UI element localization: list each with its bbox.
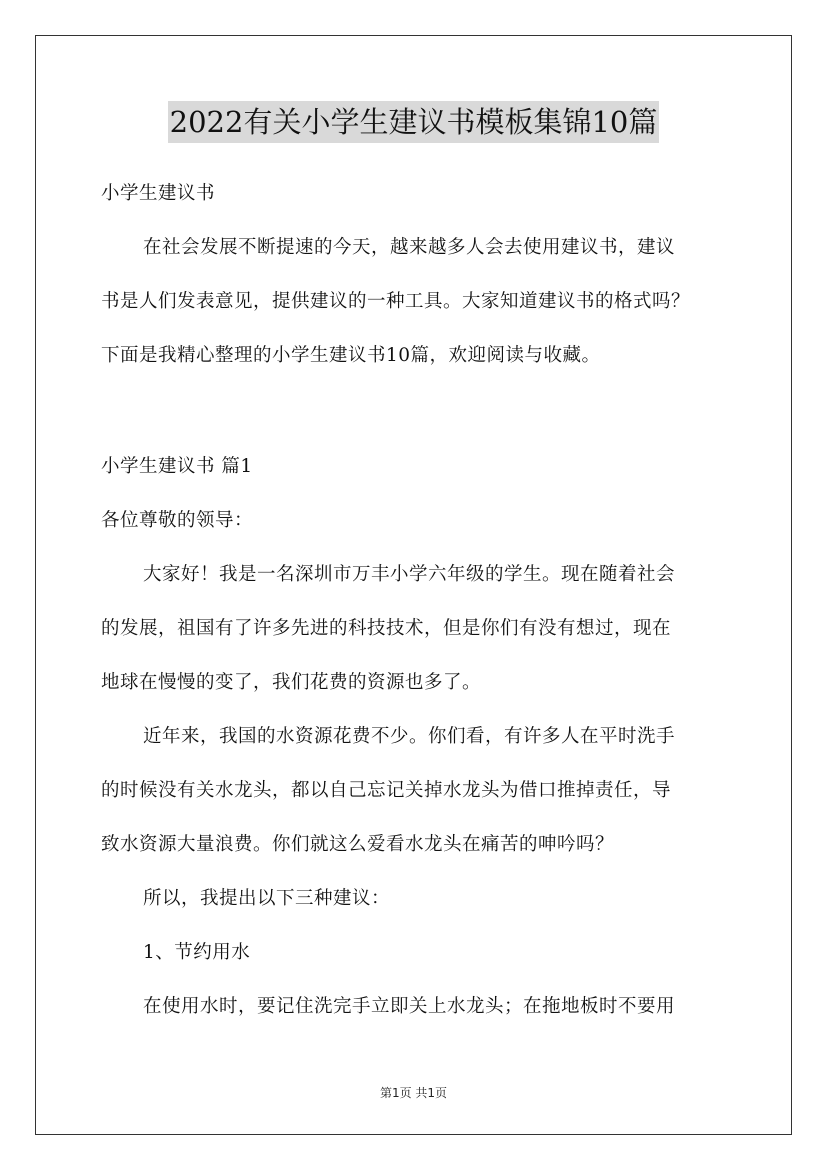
paragraph-line: 下面是我精心整理的小学生建议书10篇，欢迎阅读与收藏。 [101, 345, 601, 366]
paragraph-line: 的时候没有关水龙头，都以自己忘记关掉水龙头为借口推掉责任，导 [101, 780, 672, 801]
paragraph-line: 书是人们发表意见，提供建议的一种工具。大家知道建议书的格式吗？ [101, 291, 691, 312]
paragraph-line: 地球在慢慢的变了，我们花费的资源也多了。 [101, 672, 482, 693]
paragraph-line: 在社会发展不断提速的今天，越来越多人会去使用建议书，建议 [143, 237, 676, 258]
paragraph-line: 致水资源大量浪费。你们就这么爱看水龙头在痛苦的呻吟吗？ [101, 834, 615, 855]
section-heading-part-1: 小学生建议书 篇1 [101, 456, 253, 477]
paragraph-line: 近年来，我国的水资源花费不少。你们看，有许多人在平时洗手 [143, 726, 676, 747]
section-heading: 小学生建议书 [101, 183, 216, 204]
paragraph-line: 所以，我提出以下三种建议： [143, 888, 391, 909]
paragraph-line: 的发展，祖国有了许多先进的科技技术，但是你们有没有想过，现在 [101, 618, 672, 639]
page-footer: 第1页 共1页 [379, 1086, 448, 1100]
document-title: 2022有关小学生建议书模板集锦10篇 [168, 101, 660, 143]
salutation: 各位尊敬的领导： [101, 510, 254, 531]
title-container [0, 101, 827, 143]
paragraph-line: 大家好！我是一名深圳市万丰小学六年级的学生。现在随着社会 [143, 564, 676, 585]
list-item-heading: 1、节约用水 [143, 942, 251, 963]
paragraph-line: 在使用水时，要记住洗完手立即关上水龙头；在拖地板时不要用 [143, 996, 676, 1017]
